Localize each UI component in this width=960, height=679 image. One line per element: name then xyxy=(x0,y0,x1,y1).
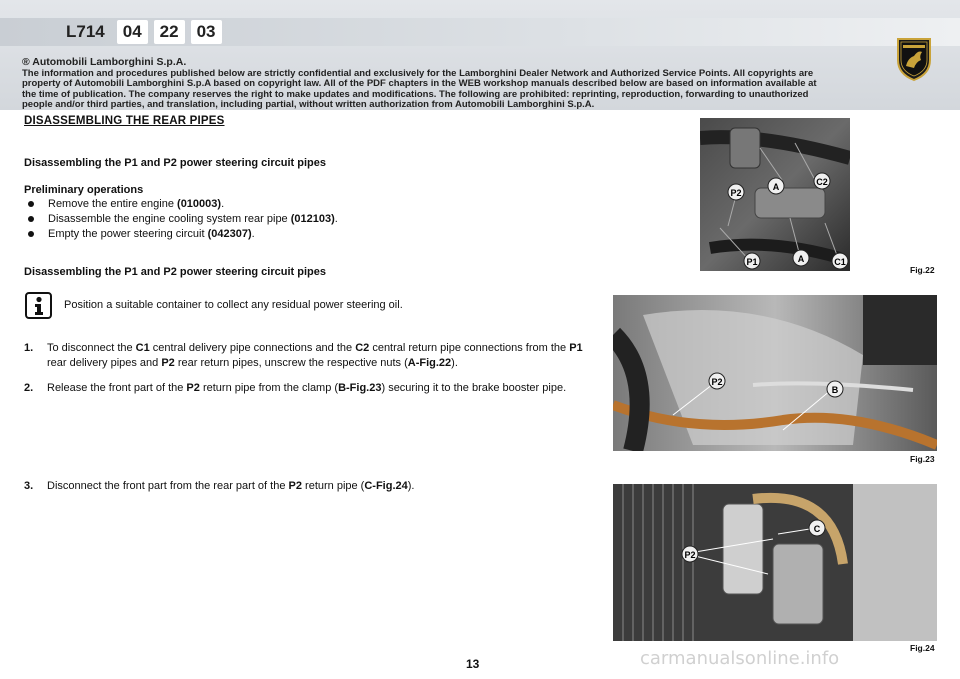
figure-22 xyxy=(700,118,850,271)
list-item: Empty the power steering circuit (042307). xyxy=(26,227,338,242)
callout-p2 xyxy=(728,184,744,200)
svg-text:C1: C1 xyxy=(834,257,846,267)
lamborghini-logo xyxy=(894,36,934,82)
figure-23-caption: Fig.23 xyxy=(910,454,935,464)
figure-22-caption: Fig.22 xyxy=(910,265,935,275)
company-name: ® Automobili Lamborghini S.p.A. xyxy=(22,56,187,68)
watermark: carmanualsonline.info xyxy=(640,648,840,669)
callout-c1 xyxy=(832,253,848,269)
step-text: Release the front part of the P2 return pipe from the clamp (B-Fig.23) securing it to the brake booster pipe. xyxy=(47,382,567,394)
step-3 xyxy=(24,479,604,494)
svg-text:A: A xyxy=(772,182,780,192)
callout-a xyxy=(768,178,784,194)
page-number: 13 xyxy=(466,657,480,671)
list-item: Remove the entire engine (010003). xyxy=(26,197,338,212)
svg-text:C2: C2 xyxy=(816,177,828,187)
step-2 xyxy=(24,381,604,396)
code-subgroup: 22 xyxy=(154,20,185,44)
callout-p2 xyxy=(709,373,725,389)
svg-text:P2: P2 xyxy=(730,188,742,198)
callout-b xyxy=(827,381,843,397)
document-code xyxy=(60,20,222,44)
preliminary-heading: Preliminary operations xyxy=(24,184,144,196)
step-number: 2. xyxy=(24,382,34,394)
figure-24 xyxy=(613,484,937,641)
disclaimer-text: The information and procedures published below are strictly confidential and exclusively for the Lamborghini Dealer Network and Authorized Service Points. All copyrights are property of Automobili Lamborghini S.p.A based on copyright law. All of the PDF chapters in the WEB workshop manuals described below are based on information available at the time of publication. The company reserves the right to make updates and modifications. The following are prohibited: reprinting, reproduction, forwarding to unauthorized people and/or third parties, and translation, including partial, without written authorization from Automobili Lamborghini S.p.A. xyxy=(22,67,817,110)
callout-a xyxy=(793,250,809,266)
svg-text:A: A xyxy=(797,254,805,264)
callout-p2 xyxy=(682,546,698,562)
info-icon xyxy=(25,292,52,319)
note-text: Position a suitable container to collect any residual power steering oil. xyxy=(64,299,403,311)
svg-text:C: C xyxy=(813,524,821,534)
svg-text:P2: P2 xyxy=(711,377,723,387)
callout-c2 xyxy=(814,173,830,189)
step-number: 3. xyxy=(24,480,34,492)
preliminary-list xyxy=(26,197,338,242)
procedure-heading-2: Disassembling the P1 and P2 power steering circuit pipes xyxy=(24,266,326,278)
copyright-notice xyxy=(22,57,832,111)
code-group: 04 xyxy=(117,20,148,44)
svg-text:B: B xyxy=(831,385,839,395)
step-text: To disconnect the C1 central delivery pipe connections and the C2 central return pipe connections from the P1 rear delivery pipes and P2 rear return pipes, unscrew the respective nuts (A-Fig.22). xyxy=(47,342,583,369)
code-model: L714 xyxy=(66,22,105,41)
step-1 xyxy=(24,341,604,371)
step-text: Disconnect the front part from the rear part of the P2 return pipe (C-Fig.24). xyxy=(47,480,415,492)
figure-23 xyxy=(613,295,937,451)
callout-c xyxy=(809,520,825,536)
step-number: 1. xyxy=(24,342,34,354)
logo-wordmark-bar xyxy=(903,45,925,48)
figure-24-caption: Fig.24 xyxy=(910,643,935,653)
svg-text:P1: P1 xyxy=(746,257,758,267)
svg-text:P2: P2 xyxy=(684,550,696,560)
callout-p1 xyxy=(744,253,760,269)
code-section: 03 xyxy=(191,20,222,44)
procedure-heading: Disassembling the P1 and P2 power steering circuit pipes xyxy=(24,157,326,169)
list-item: Disassemble the engine cooling system rear pipe (012103). xyxy=(26,212,338,227)
section-title: DISASSEMBLING THE REAR PIPES xyxy=(24,115,225,127)
